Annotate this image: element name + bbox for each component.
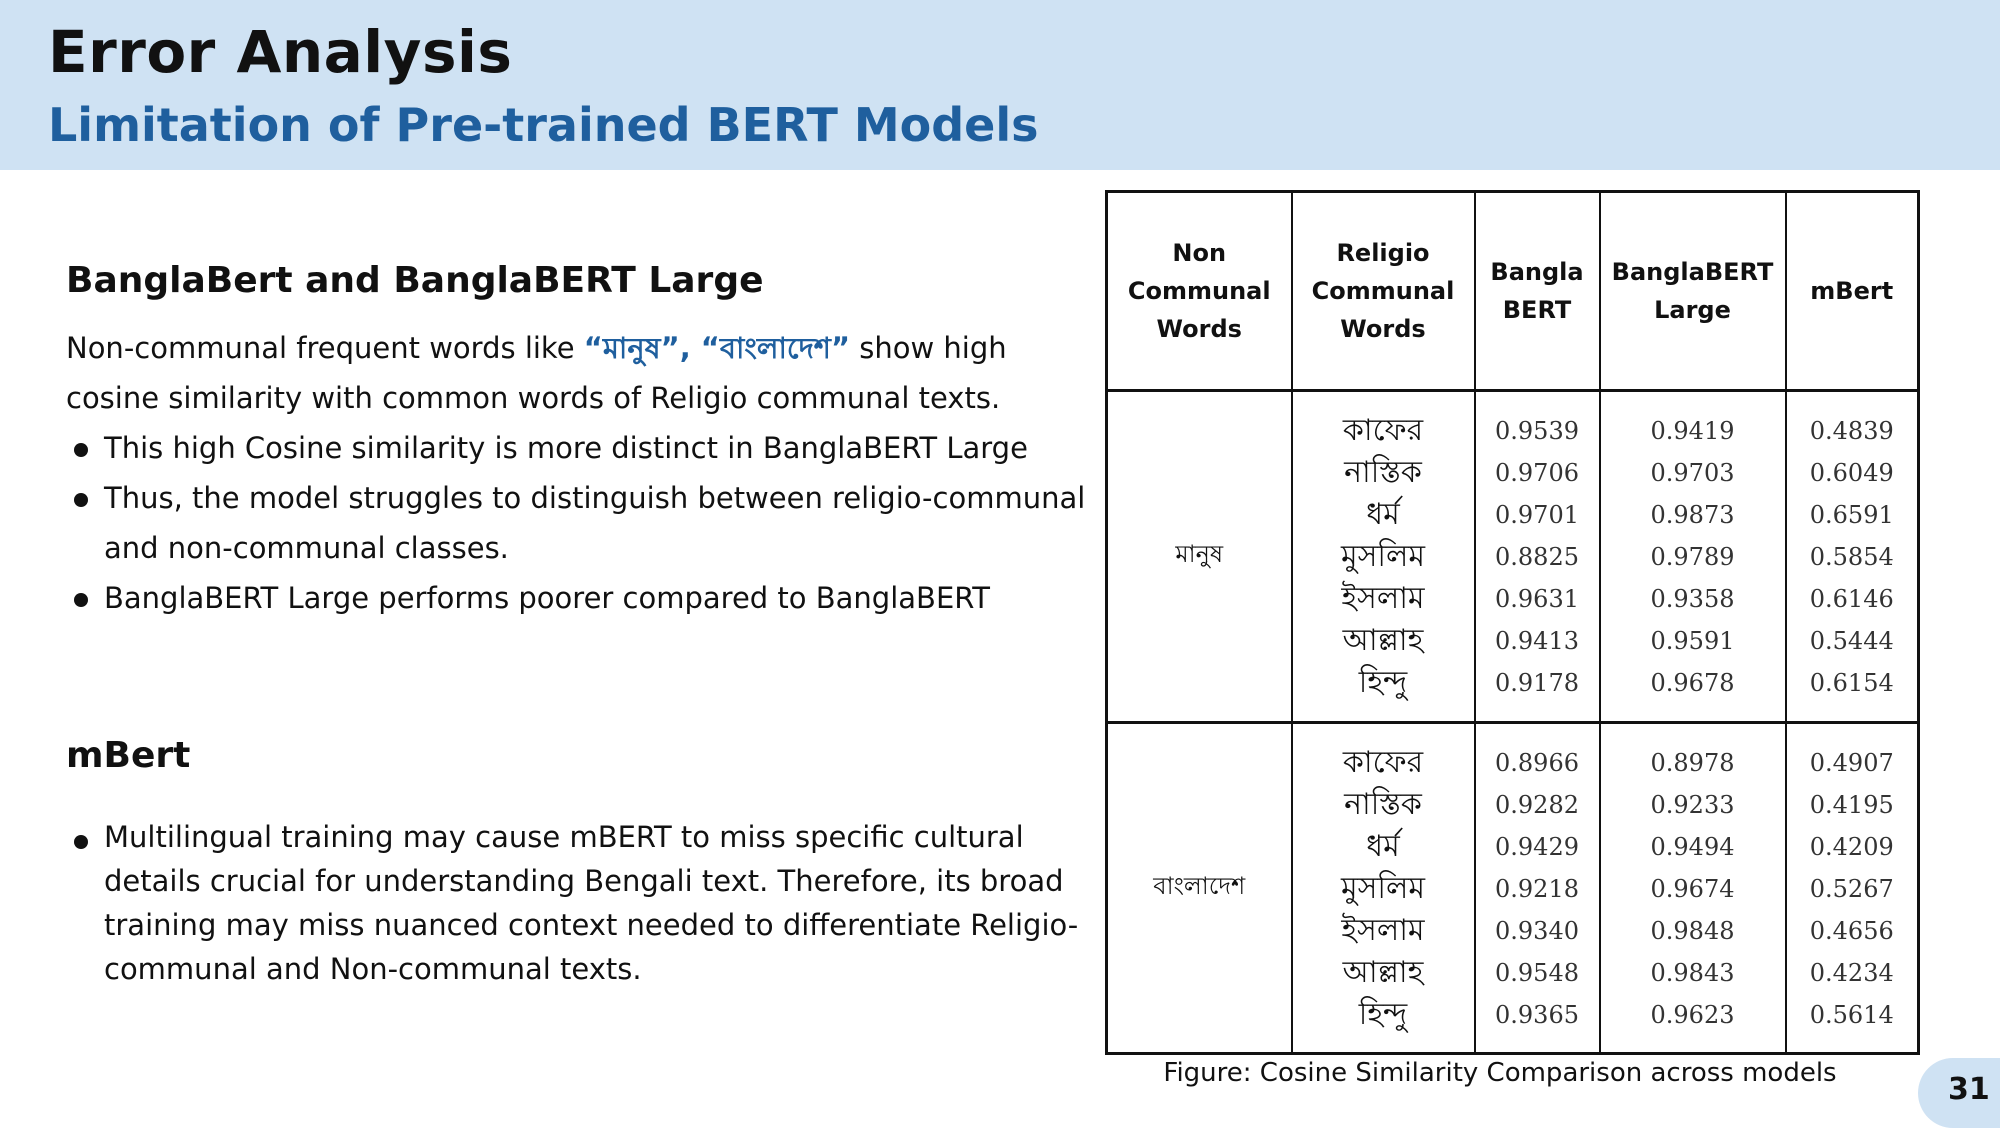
bullet-item: This high Cosine similarity is more distinct in BanglaBERT Large bbox=[66, 423, 1096, 473]
bangla-bert-value-cell bbox=[1475, 391, 1600, 723]
bangla-bert-value: 0.8966 bbox=[1495, 748, 1579, 777]
bangla-bert-value: 0.9282 bbox=[1495, 790, 1579, 819]
religio-word: নাস্তিক bbox=[1344, 786, 1422, 822]
col-header-non-communal: Non Communal Words bbox=[1107, 192, 1292, 391]
mbert-value: 0.6591 bbox=[1809, 501, 1894, 529]
table-header-row bbox=[1107, 192, 1919, 391]
banglabert-large-value: 0.9233 bbox=[1650, 790, 1735, 819]
bangla-bert-value: 0.9340 bbox=[1495, 916, 1579, 945]
banglabert-large-value: 0.9873 bbox=[1650, 501, 1735, 529]
mbert-value: 0.5267 bbox=[1809, 874, 1894, 903]
banglabert-large-value: 0.8978 bbox=[1650, 748, 1735, 777]
mbert-value: 0.5444 bbox=[1809, 627, 1894, 655]
mbert-value: 0.4839 bbox=[1809, 417, 1894, 445]
religio-word: ইসলাম bbox=[1341, 912, 1425, 948]
religio-word: ধর্ম bbox=[1366, 828, 1400, 864]
page-number: 31 bbox=[1948, 1072, 1990, 1107]
religio-word: মুসলিম bbox=[1340, 539, 1426, 574]
col-header-bangla-bert: Bangla BERT bbox=[1475, 192, 1600, 391]
religio-word-cell bbox=[1292, 391, 1475, 723]
page-number-badge bbox=[1918, 1058, 2000, 1128]
banglabert-intro bbox=[66, 323, 1096, 423]
banglabert-large-value: 0.9789 bbox=[1650, 543, 1735, 571]
banglabert-section bbox=[66, 260, 1096, 623]
table-caption: Figure: Cosine Similarity Comparison across models bbox=[1163, 1058, 1837, 1088]
mbert-value-cell bbox=[1786, 391, 1919, 723]
mbert-value: 0.5854 bbox=[1809, 543, 1894, 571]
religio-word: হিন্দু bbox=[1358, 665, 1408, 700]
banglabert-bullet-list bbox=[66, 423, 1096, 623]
religio-word: ইসলাম bbox=[1341, 581, 1425, 616]
bullet-item: Multilingual training may cause mBERT to miss specific cultural details crucial for understanding Bengali text. Therefore, its broad training may miss nuanced context needed to differentiate Religio-communal and Non-communal texts. bbox=[66, 815, 1096, 991]
religio-word: আল্লাহ bbox=[1342, 623, 1424, 658]
religio-word: আল্লাহ bbox=[1342, 954, 1424, 990]
slide-title: Error Analysis bbox=[48, 18, 513, 86]
banglabert-large-value: 0.9494 bbox=[1650, 832, 1735, 861]
banglabert-large-value: 0.9678 bbox=[1650, 669, 1735, 697]
banglabert-large-value: 0.9848 bbox=[1650, 916, 1735, 945]
bangla-bert-value: 0.9365 bbox=[1495, 1000, 1579, 1029]
mbert-value: 0.6049 bbox=[1809, 459, 1894, 487]
mbert-value: 0.4907 bbox=[1809, 748, 1894, 777]
mbert-value: 0.4209 bbox=[1809, 832, 1894, 861]
banglabert-large-value: 0.9674 bbox=[1650, 874, 1735, 903]
mbert-value: 0.4195 bbox=[1809, 790, 1894, 819]
mbert-value: 0.5614 bbox=[1809, 1000, 1894, 1029]
bangla-bert-value: 0.9429 bbox=[1495, 832, 1579, 861]
banglabert-large-value: 0.9843 bbox=[1650, 958, 1735, 987]
col-header-religio-communal: Religio Communal Words bbox=[1292, 192, 1475, 391]
bullet-item: BanglaBERT Large performs poorer compared to BanglaBERT bbox=[66, 573, 1096, 623]
bangla-bert-value: 0.8825 bbox=[1495, 543, 1579, 571]
mbert-value: 0.4234 bbox=[1809, 958, 1894, 987]
bangla-bert-value-cell bbox=[1475, 722, 1600, 1054]
religio-word: ধর্ম bbox=[1366, 497, 1400, 532]
banglabert-heading: BanglaBert and BanglaBERT Large bbox=[66, 260, 764, 301]
bangla-bert-value: 0.9631 bbox=[1495, 585, 1579, 613]
banglabert-large-value-cell bbox=[1600, 722, 1786, 1054]
bangla-bert-value: 0.9548 bbox=[1495, 958, 1579, 987]
religio-word: মুসলিম bbox=[1340, 870, 1426, 906]
religio-word: কাফের bbox=[1342, 413, 1424, 448]
mbert-heading: mBert bbox=[66, 735, 191, 776]
banglabert-large-value: 0.9419 bbox=[1650, 417, 1735, 445]
slide-header bbox=[0, 0, 2000, 170]
mbert-value: 0.6154 bbox=[1809, 669, 1894, 697]
banglabert-large-value: 0.9703 bbox=[1650, 459, 1735, 487]
slide-subtitle: Limitation of Pre-trained BERT Models bbox=[48, 98, 1039, 152]
mbert-bullet-list bbox=[66, 815, 1096, 991]
bangla-bert-value: 0.9539 bbox=[1495, 417, 1579, 445]
banglabert-large-value: 0.9591 bbox=[1650, 627, 1735, 655]
bullet-item: Thus, the model struggles to distinguish between religio-communal and non-communal classes. bbox=[66, 473, 1096, 573]
mbert-value: 0.6146 bbox=[1809, 585, 1894, 613]
mbert-value-cell bbox=[1786, 722, 1919, 1054]
non-communal-word: মানুষ bbox=[1107, 391, 1292, 723]
bangla-bert-value: 0.9706 bbox=[1495, 459, 1579, 487]
table-row-group bbox=[1107, 391, 1919, 723]
bangla-bert-value: 0.9178 bbox=[1495, 669, 1579, 697]
table-row-group bbox=[1107, 722, 1919, 1054]
intro-text-before: Non-communal frequent words like bbox=[66, 331, 584, 365]
bangla-bert-value: 0.9701 bbox=[1495, 501, 1579, 529]
religio-word: হিন্দু bbox=[1358, 996, 1408, 1032]
cosine-similarity-table bbox=[1105, 190, 1920, 1055]
mbert-value: 0.4656 bbox=[1809, 916, 1894, 945]
bangla-bert-value: 0.9218 bbox=[1495, 874, 1579, 903]
religio-word: নাস্তিক bbox=[1344, 455, 1422, 490]
col-header-banglabert-large: BanglaBERT Large bbox=[1600, 192, 1786, 391]
banglabert-large-value-cell bbox=[1600, 391, 1786, 723]
intro-highlight-words: “মানুষ”, “বাংলাদেশ” bbox=[583, 331, 851, 365]
religio-word-cell bbox=[1292, 722, 1475, 1054]
intro-text-after: show high cosine similarity with common words of Religio communal texts. bbox=[66, 331, 1007, 415]
banglabert-large-value: 0.9358 bbox=[1650, 585, 1735, 613]
religio-word: কাফের bbox=[1342, 744, 1424, 780]
non-communal-word: বাংলাদেশ bbox=[1107, 722, 1292, 1054]
banglabert-large-value: 0.9623 bbox=[1650, 1000, 1735, 1029]
col-header-mbert: mBert bbox=[1786, 192, 1919, 391]
bangla-bert-value: 0.9413 bbox=[1495, 627, 1579, 655]
